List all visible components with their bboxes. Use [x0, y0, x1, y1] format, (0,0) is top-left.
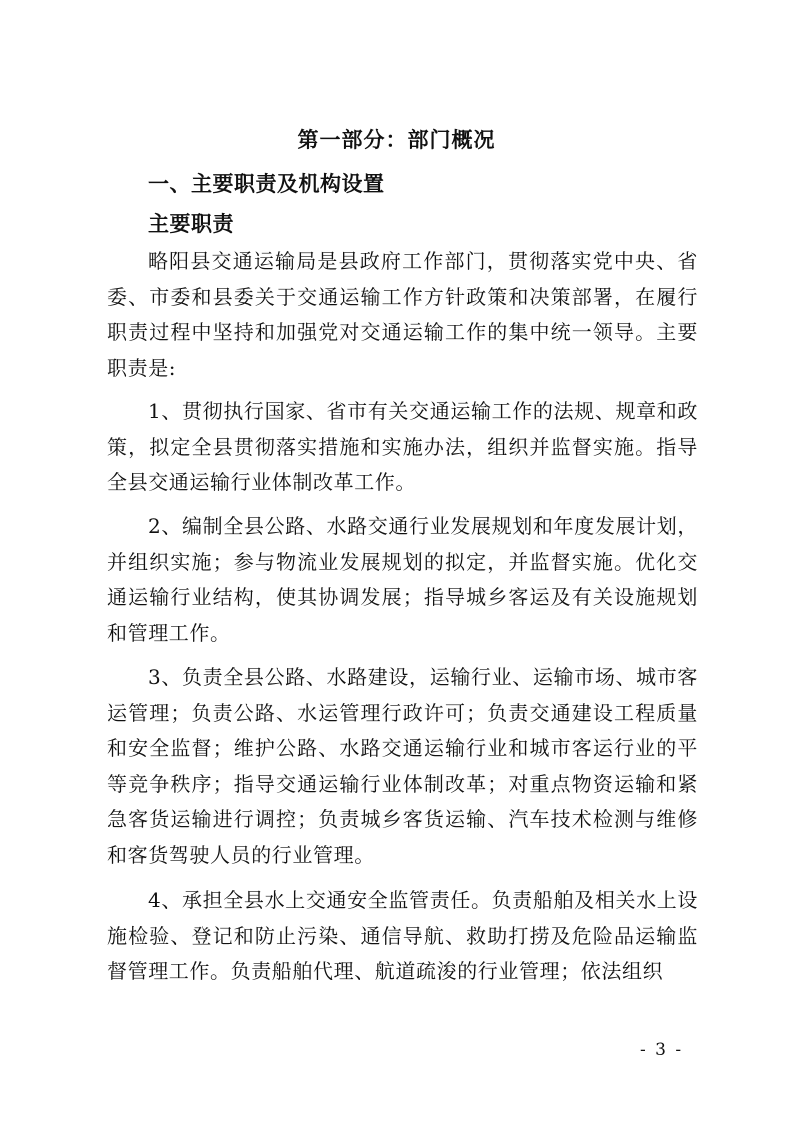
paragraph-duty-1: 1、贯彻执行国家、省市有关交通运输工作的法规、规章和政策，拟定全县贯彻落实措施和实施办法，组织并监督实施。指导全县交通运输行业体制改革工作。: [107, 399, 698, 494]
paragraph-duty-4: 4、承担全县水上交通安全监管责任。负责船舶及相关水上设施检验、登记和防止污染、通信导航、救助打捞及危险品运输监督管理工作。负责船舶代理、航道疏浚的行业管理；依法组织: [107, 888, 698, 983]
paragraph-intro: 略阳县交通运输局是县政府工作部门，贯彻落实党中央、省委、市委和县委关于交通运输工作方针政策和决策部署，在履行职责过程中坚持和加强党对交通运输工作的集中统一领导。主要职责是:: [107, 249, 698, 380]
paragraph-duty-2: 2、编制全县公路、水路交通行业发展规划和年度发展计划，并组织实施；参与物流业发展规划的拟定，并监督实施。优化交通运输行业结构，使其协调发展；指导城乡客运及有关设施规划和管理工作。: [107, 514, 698, 645]
paragraph-duty-3: 3、负责全县公路、水路建设，运输行业、运输市场、城市客运管理；负责公路、水运管理行政许可；负责交通建设工程质量和安全监督；维护公路、水路交通运输行业和城市客运行业的平等竞争秩序；指导交通运输行业体制改革；对重点物资运输和紧急客货运输进行调控；负责城乡客货运输、汽车技术检测与维修和客货驾驶人员的行业管理。: [107, 665, 698, 867]
section-heading: 一、主要职责及机构设置: [148, 172, 385, 196]
page-number: - 3 -: [640, 1040, 684, 1060]
sub-heading: 主要职责: [148, 212, 234, 236]
page-title: 第一部分：部门概况: [297, 127, 496, 152]
